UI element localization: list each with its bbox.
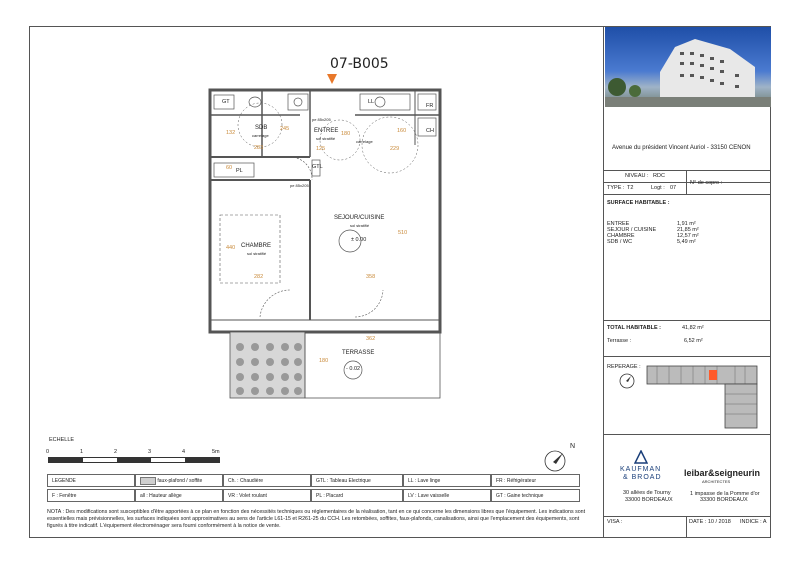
dim-510: 510 xyxy=(398,230,408,236)
scale-tick: 5m xyxy=(212,449,220,455)
legend-cell: Ch. : Chaudière xyxy=(223,474,311,487)
info-line xyxy=(603,170,771,171)
info-line xyxy=(603,182,771,183)
scale-tick: 0 xyxy=(46,449,50,455)
tag-gtl: GTL xyxy=(312,164,323,170)
scale-tick: 2 xyxy=(114,449,118,455)
surface-value: 12,57 m² xyxy=(677,233,699,239)
scale-tick: 1 xyxy=(80,449,84,455)
dim-229: 229 xyxy=(390,146,400,152)
reperage-label: REPERAGE : xyxy=(607,364,641,370)
scale-bar xyxy=(48,457,220,463)
type-label: TYPE : xyxy=(607,185,625,191)
kaufman-logo-icon xyxy=(634,450,648,464)
room-label-sejour: SEJOUR/CUISINE xyxy=(334,215,385,221)
faux-plafond-swatch xyxy=(140,477,156,485)
legend-cell: GTL : Tableau Electrique xyxy=(311,474,403,487)
info-line xyxy=(686,170,687,194)
dim-440: 440 xyxy=(226,245,236,251)
tag-ll: LL xyxy=(368,99,375,105)
room-sub-entree: sol stratifié xyxy=(316,136,336,141)
level-terrasse: - 0.02 xyxy=(346,366,361,372)
faux-plafond-label: faux-plafond / soffite xyxy=(157,478,203,484)
tag-pe-mid: pe 85x205 xyxy=(290,183,309,188)
legend-cell: all : Hauteur allège xyxy=(135,489,223,502)
surface-name: CHAMBRE xyxy=(607,233,635,239)
info-line xyxy=(603,194,771,195)
terrace-value: 6,52 m² xyxy=(684,338,703,344)
leibar-name: leibar&seigneurin xyxy=(684,468,761,478)
reperage-line xyxy=(603,356,771,357)
leibar-sub: ARCHITECTES xyxy=(702,479,731,484)
north-label: N xyxy=(570,443,576,450)
legend-cell: VR : Volet roulant xyxy=(223,489,311,502)
dim-160: 160 xyxy=(397,128,407,134)
nota-text: NOTA : Des modifications sont susceptibles d'être apportées à ce plan en fonction des nécessités techniques ou réglementaires de la réalisation, tant en ce qui concerne les dimensions libres que l'équipement. Les indications sont essentielles mais prévisionnelles, les surfaces indiquées sont approximatives au sens de l'article L61-15 et R261-25 du CCH. Les retombées, soffites, faux-plafonds, canalisations, ainsi que l'emplacement des équipements, sont figurés à titre indicatif. L'équipement électroménager sera fourni conformément à la notice de vente. xyxy=(47,509,586,529)
address-text: Avenue du président Vincent Auriol - 33150 CENON xyxy=(612,145,751,151)
surface-name: ENTREE xyxy=(607,221,630,227)
north-compass-icon xyxy=(543,443,576,475)
level-label: NIVEAU : xyxy=(625,173,649,179)
terrace-label: Terrasse : xyxy=(607,338,632,344)
leibar-addr1: 1 impasse de la Pomme d'or xyxy=(690,491,760,497)
dim-358: 358 xyxy=(366,274,376,280)
logo-line xyxy=(603,434,771,435)
column-divider xyxy=(603,26,604,538)
room-label-terrasse: TERRASSE xyxy=(342,350,375,356)
kaufman-addr1: 30 allées de Tourny xyxy=(623,490,671,496)
room-sub-chambre: sol stratifié xyxy=(247,251,267,256)
dim-180: 180 xyxy=(341,131,351,137)
dim-362: 362 xyxy=(366,336,376,342)
scale-tick: 4 xyxy=(182,449,186,455)
dim-180b: 180 xyxy=(319,358,329,364)
visa-line xyxy=(603,516,771,517)
type-value: T2 xyxy=(627,185,634,191)
level-value: RDC xyxy=(653,173,665,179)
total-line xyxy=(603,320,771,321)
tag-fr: FR xyxy=(426,103,434,109)
surface-value: 1,91 m² xyxy=(677,221,696,227)
tag-pe-top: pe 85x205 xyxy=(312,117,331,122)
reperage-compass-icon xyxy=(618,372,636,390)
logt-label: Logt : xyxy=(651,185,665,191)
dim-60: 60 xyxy=(226,165,233,171)
visa-label: VISA : xyxy=(607,519,623,525)
total-label: TOTAL HABITABLE : xyxy=(607,325,661,331)
dim-282: 282 xyxy=(254,274,264,280)
date-label: DATE : 10 / 2018 xyxy=(689,519,731,525)
legend-cell xyxy=(135,474,223,487)
total-value: 41,82 m² xyxy=(682,325,704,331)
visa-divider xyxy=(686,516,687,538)
legend-cell: FR : Réfrigérateur xyxy=(491,474,580,487)
legend-cell: LV : Lave vaisselle xyxy=(403,489,491,502)
logt-value: 07 xyxy=(670,185,677,191)
surface-value: 5,49 m² xyxy=(677,239,696,245)
scale-label: ECHELLE xyxy=(49,437,75,443)
room-label-sdb: SDB xyxy=(255,125,268,131)
level-sejour: ± 0.00 xyxy=(351,237,367,243)
building-photo xyxy=(605,27,771,107)
dim-245: 245 xyxy=(280,126,290,132)
legend-cell: LEGENDE xyxy=(47,474,135,487)
legend-cell: LL : Lave linge xyxy=(403,474,491,487)
surface-value: 21,85 m² xyxy=(677,227,699,233)
copro-label: N° de copro : xyxy=(690,180,723,186)
surface-name: SDB / WC xyxy=(607,239,633,245)
surface-title: SURFACE HABITABLE : xyxy=(607,200,670,206)
room-sub-sejour: sol stratifié xyxy=(350,223,370,228)
tag-ch: CH xyxy=(426,128,434,134)
surface-name: SEJOUR / CUISINE xyxy=(607,227,657,233)
dim-125: 125 xyxy=(316,146,326,152)
dim-132: 132 xyxy=(226,130,236,136)
tag-gt: GT xyxy=(222,99,230,105)
lot-annotation: 07-B005 xyxy=(330,56,389,72)
scale-tick: 3 xyxy=(148,449,152,455)
site-plan-thumbnail xyxy=(645,362,767,432)
entry-arrow-icon xyxy=(326,73,338,85)
room-label-entree: ENTREE xyxy=(314,128,339,134)
kaufman-name2: & BROAD xyxy=(623,474,662,481)
kaufman-name1: KAUFMAN xyxy=(620,466,662,473)
carrelage-label: carrelage xyxy=(356,139,373,144)
legend-cell: F : Fenêtre xyxy=(47,489,135,502)
legend-cell: GT : Gaine technique xyxy=(491,489,580,502)
dim-283: 283 xyxy=(254,145,264,151)
room-sub-sdb: carrelage xyxy=(252,133,269,138)
tag-pl: PL xyxy=(236,168,243,174)
kaufman-addr2: 33000 BORDEAUX xyxy=(625,497,673,503)
leibar-addr2: 33300 BORDEAUX xyxy=(700,497,748,503)
indice-label: INDICE : A xyxy=(740,519,767,525)
room-label-chambre: CHAMBRE xyxy=(241,243,272,249)
legend-cell: PL : Placard xyxy=(311,489,403,502)
